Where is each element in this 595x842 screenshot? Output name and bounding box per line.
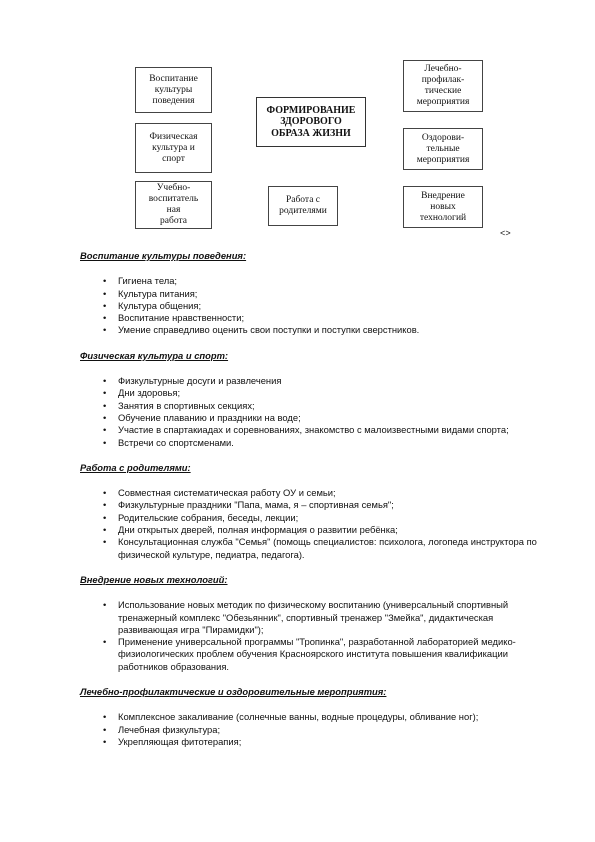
marker-symbol: <> — [500, 229, 511, 239]
box-rabota-s-roditelyami: Работа с родителями — [268, 186, 338, 226]
list-item — [80, 636, 550, 673]
box-formirovanie-zozh: ФОРМИРОВАНИЕ ЗДОРОВОГО ОБРАЗА ЖИЗНИ — [256, 97, 366, 147]
bullet-list — [80, 375, 550, 449]
list-item — [80, 536, 550, 561]
list-item-text: Родительские собрания, беседы, лекции; — [118, 511, 299, 523]
bullet-icon: • — [103, 711, 107, 723]
section-heading: Работа с родителями: — [80, 461, 191, 473]
list-item-text: Дни здоровья; — [118, 387, 181, 399]
list-item — [80, 736, 550, 748]
list-item — [80, 312, 550, 324]
bullet-icon: • — [103, 387, 107, 399]
list-item — [80, 487, 550, 499]
bullet-icon: • — [103, 436, 107, 448]
list-item-text: Культура общения; — [118, 299, 202, 311]
list-item — [80, 437, 550, 449]
list-item-text: Участие в спартакиадах и соревнованиях, знакомство с малоизвестными видами спорта; — [118, 424, 509, 436]
bullet-icon: • — [103, 524, 107, 536]
list-item — [80, 424, 550, 436]
list-item-text: Гигиена тела; — [118, 275, 178, 287]
list-item-text: Физкультурные праздники "Папа, мама, я – спортивная семья"; — [118, 499, 394, 511]
section-roditeli — [80, 462, 550, 561]
section-heading: Физическая культура и спорт: — [80, 349, 229, 361]
bullet-icon: • — [103, 487, 107, 499]
list-item-text: Лечебная физкультура; — [118, 723, 221, 735]
list-item-text: Воспитание нравственности; — [118, 312, 245, 324]
list-item-text: Дни открытых дверей, полная информация о развитии ребёнка; — [118, 524, 398, 536]
section-heading: Внедрение новых технологий: — [80, 573, 228, 585]
bullet-icon: • — [103, 299, 107, 311]
list-item — [80, 400, 550, 412]
bullet-icon: • — [103, 735, 107, 747]
list-item-text: Культура питания; — [118, 287, 198, 299]
bullet-icon: • — [103, 287, 107, 299]
bullet-icon: • — [103, 599, 107, 611]
bullet-list — [80, 599, 550, 673]
box-lechebno-profilakticheskie: Лечебно- профилак- тические мероприятия — [403, 60, 483, 112]
list-item — [80, 524, 550, 536]
bullet-icon: • — [103, 499, 107, 511]
list-item — [80, 599, 550, 636]
bullet-list — [80, 275, 550, 336]
list-item-text: Использование новых методик по физическому воспитанию (универсальный спортивный тренажерный комплекс "Обезьянник", спортивный тренажер "Змейка", дидактическая развивающая игра "Пирамидки"); — [118, 599, 509, 635]
list-item-text: Умение справедливо оценить свои поступки и поступки сверстников. — [118, 324, 420, 336]
bullet-icon: • — [103, 723, 107, 735]
bullet-list — [80, 487, 550, 561]
bullet-icon: • — [103, 375, 107, 387]
bullet-icon: • — [103, 424, 107, 436]
list-item-text: Совместная систематическая работу ОУ и семьи; — [118, 487, 336, 499]
list-item — [80, 711, 550, 723]
section-tehnologii — [80, 574, 550, 673]
bullet-icon: • — [103, 275, 107, 287]
section-heading: Воспитание культуры поведения: — [80, 250, 247, 261]
list-item — [80, 324, 550, 336]
bullet-icon: • — [103, 411, 107, 423]
bullet-icon: • — [103, 536, 107, 548]
list-item — [80, 499, 550, 511]
list-item-text: Встречи со спортсменами. — [118, 436, 234, 448]
box-vospitanie-kultury: Воспитание культуры поведения — [135, 67, 212, 113]
list-item-text: Применение универсальной программы "Тропинка", разработанной лабораторией медико-физиологических проблем обучения Красноярского института повышения квалификации работников образования. — [118, 636, 516, 672]
box-vnedrenie-tehnologiy: Внедрение новых технологий — [403, 186, 483, 228]
list-item — [80, 275, 550, 287]
list-item-text: Укрепляющая фитотерапия; — [118, 735, 242, 747]
section-fizkultura — [80, 350, 550, 449]
list-item — [80, 375, 550, 387]
bullet-icon: • — [103, 399, 107, 411]
list-item — [80, 300, 550, 312]
bullet-icon: • — [103, 312, 107, 324]
list-item-text: Обучение плаванию и праздники на воде; — [118, 411, 301, 423]
list-item — [80, 512, 550, 524]
list-item — [80, 412, 550, 424]
list-item-text: Комплексное закаливание (солнечные ванны, водные процедуры, обливание ног); — [118, 711, 479, 723]
section-heading: Лечебно-профилактические и оздоровительные мероприятия: — [80, 686, 387, 698]
box-uchebno-vospitatelnaya: Учебно- воспитатель ная работа — [135, 181, 212, 229]
content — [80, 250, 550, 761]
list-item-text: Занятия в спортивных секциях; — [118, 399, 255, 411]
bullet-list — [80, 711, 550, 748]
box-fizicheskaya-kultura: Физическая культура и спорт — [135, 123, 212, 173]
list-item-text: Физкультурные досуги и развлечения — [118, 375, 282, 387]
list-item-text: Консультационная служба "Семья" (помощь специалистов: психолога, логопеда инструктора по физической культуре, педиатра, педагога). — [118, 536, 537, 560]
bullet-icon: • — [103, 324, 107, 336]
bullet-icon: • — [103, 511, 107, 523]
section-vospitanie — [80, 250, 550, 337]
bullet-icon: • — [103, 636, 107, 648]
list-item — [80, 387, 550, 399]
list-item — [80, 288, 550, 300]
list-item — [80, 724, 550, 736]
box-ozdorovitelnye: Оздорови- тельные мероприятия — [403, 128, 483, 170]
section-lechebnye — [80, 686, 550, 748]
